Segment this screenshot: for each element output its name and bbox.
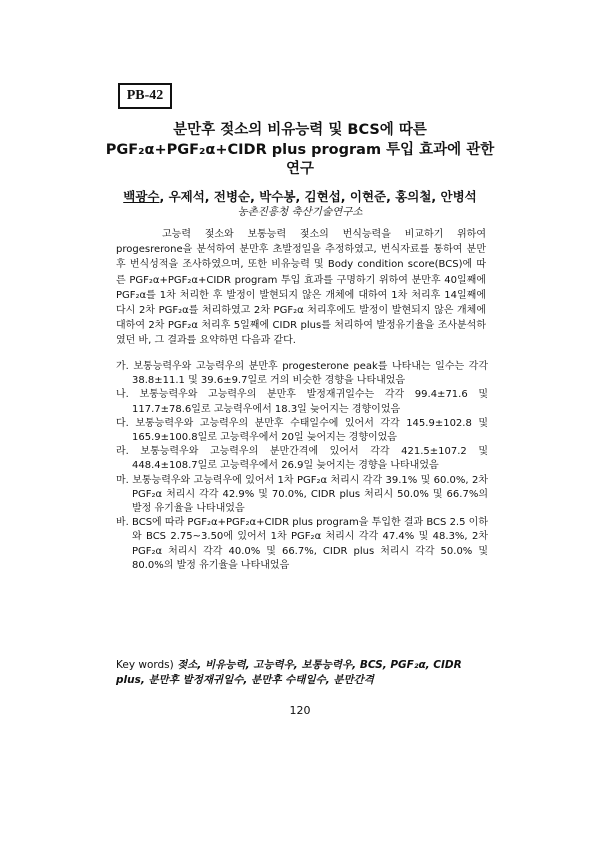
keywords-text: 젖소, 비유능력, 고능력우, 보통능력우, BCS, PGF₂α, CIDR plus, 분만후 발정재귀일수, 분만후 수태일수, 분만간격 — [116, 659, 462, 686]
result-item: 바. BCS에 따라 PGF₂α+PGF₂α+CIDR plus program을 투입한 결과 BCS 2.5 이하와 BCS 2.75~3.50에 있어서 1차 PGF₂α 처리시 각각 47.4% 및 48.3%, 2차 PGF₂α 처리시 각각 40.0% 및 66.7%, CIDR plus 처리시 각각 50.0% 및 80.0%의 발정 유기율을 나타내었음 — [116, 517, 488, 571]
keywords — [116, 658, 488, 688]
page-number: 120 — [289, 704, 311, 717]
title-line-3: 연구 — [285, 161, 314, 177]
results-list — [116, 360, 488, 573]
paper-code-badge: PB-42 — [118, 83, 172, 109]
result-item: 다. 보통능력우와 고능력우의 분만후 수태일수에 있어서 각각 145.9±102.8 및 165.9±100.8일로 고능력우에서 20일 늦어지는 경향이었음 — [116, 417, 488, 444]
affiliation: 농촌진흥청 축산기술연구소 — [237, 206, 363, 218]
result-item: 라. 보통능력우와 고능력우의 분만간격에 있어서 각각 421.5±107.2 및 448.4±108.7일로 고능력우에서 26.9일 늦어지는 경향을 나타내었음 — [116, 446, 488, 472]
result-item: 마. 보통능력우와 고능력우에 있어서 1차 PGF₂α 처리시 각각 39.1% 및 60.0%, 2차 PGF₂α 처리시 각각 42.9% 및 70.0%, CIDR plus 처리시 50.0% 및 66.7%의 발정 유기율을 나타내었음 — [116, 474, 488, 515]
author-list — [100, 189, 500, 205]
keywords-label: Key words) — [116, 659, 174, 671]
result-item: 나. 보통능력우와 고능력우의 분만후 발정재귀일수는 각각 99.4±71.6 및 117.7±78.6일로 고능력우에서 18.3일 늦어지는 경향이었음 — [116, 389, 488, 415]
title-line-1: 분만후 젖소의 비유능력 및 BCS에 따른 — [173, 122, 427, 138]
presenting-author: 백광수 — [123, 189, 160, 204]
result-item: 가. 보통능력우와 고능력우의 분만후 progesterone peak를 나타내는 일수는 각각 38.8±11.1 및 39.6±9.7일로 거의 비슷한 경향을 나타내었음 — [116, 361, 488, 387]
co-authors: , 우제석, 전병순, 박수봉, 김현섭, 이현준, 홍의철, 안병석 — [159, 189, 477, 204]
abstract-paragraph: 고능력 젖소와 보통능력 젖소의 번식능력을 비교하기 위하여 progesrerone을 분석하여 분만후 초발정일을 추정하였고, 번식자료를 통하여 분만후 번식성적을 조사하였으며, 또한 비유능력 및 Body condition score(BCS)에 따른 PGF₂α+PGF₂α+CIDR program 투입 효과를 구명하기 위하여 분만후 40일째에 PGF₂α를 1차 처리한 후 발정이 발현되지 않은 개체에 대하여 1차 처리후 14일째에 다시 2차 PGF₂α를 처리하였고 2차 PGF₂α 처리후에도 발정이 발현되지 않은 개체에 대하여 2차 PGF₂α 처리후 5일째에 CIDR plus를 처리하여 발정유기율을 조사분석하였던 바, 그 결과를 요약하면 다음과 같다. — [116, 229, 486, 347]
paper-title — [100, 121, 500, 180]
title-line-2: PGF₂α+PGF₂α+CIDR plus program 투입 효과에 관한 — [105, 141, 495, 158]
